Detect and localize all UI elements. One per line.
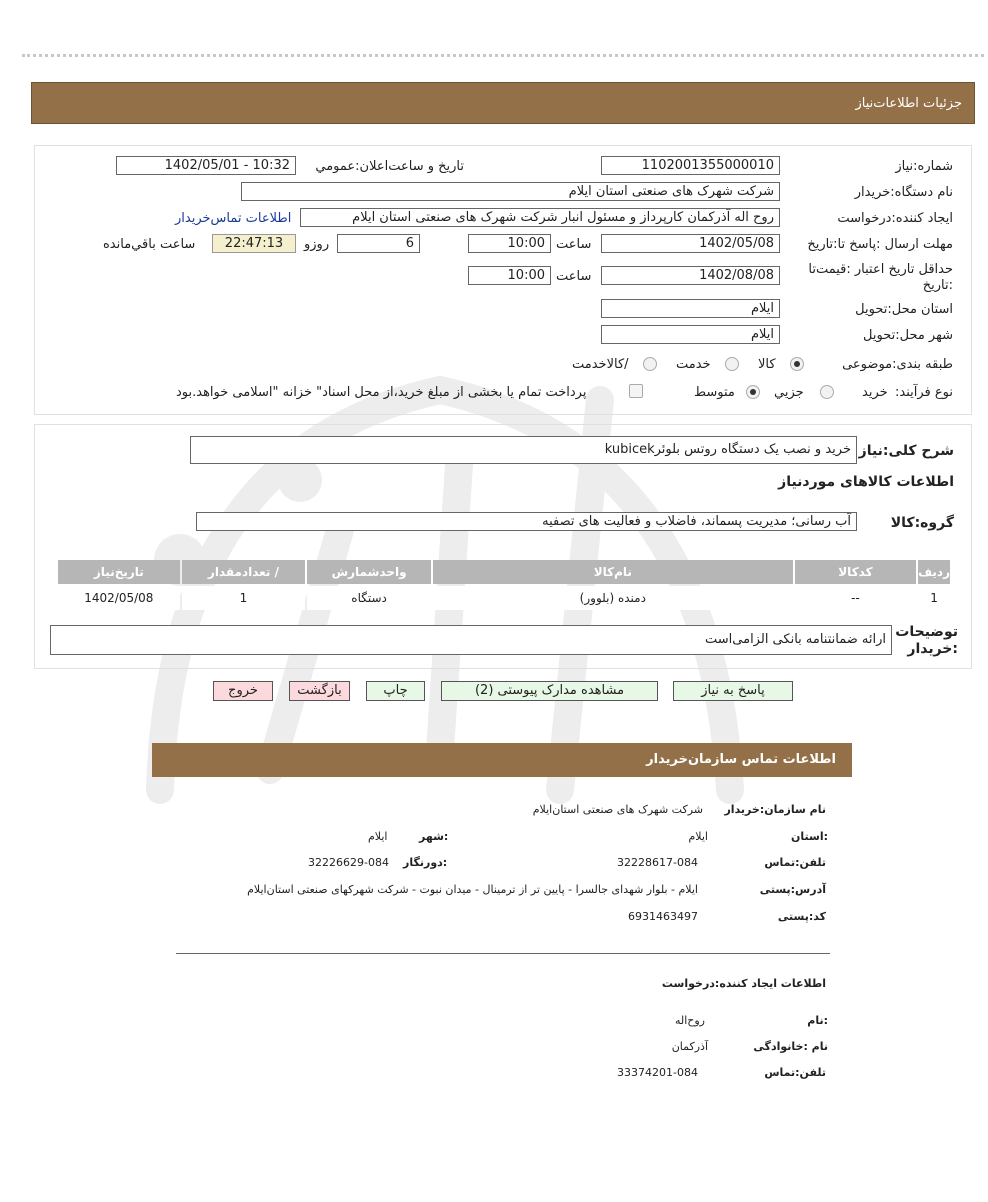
category-option-goods: کالا <box>758 357 776 372</box>
deadline-time-field: 10:00 <box>468 234 551 253</box>
validity-date-field: 1402/08/08 <box>601 266 780 285</box>
requester-family-label: نام :خانوادگی <box>753 1040 828 1053</box>
view-attachments-button[interactable]: مشاهده مدارک پیوستی (2) <box>441 681 658 701</box>
category-radio-both[interactable] <box>643 357 657 371</box>
col-goods-code: کدکالا <box>795 560 916 584</box>
need-summary-field: خرید و نصب یک دستگاه روتس بلوئرkubicek <box>190 436 857 464</box>
goods-group-field: آب رسانی؛ مدیریت پسماند، فاضلاب و فعالیت های تصفیه <box>196 512 857 531</box>
org-province-value: ایلام <box>688 830 708 843</box>
page-title: جزئیات اطلاعات‌نیاز <box>855 96 962 111</box>
validity-time-field: 10:00 <box>468 266 551 285</box>
org-phone-label: تلفن:تماس <box>764 856 826 869</box>
buyer-org-field: شرکت شهرک های صنعتی استان ایلام <box>241 182 780 201</box>
org-city-value: ایلام <box>368 830 388 843</box>
col-quantity: / تعدادمقدار <box>182 560 306 584</box>
category-radio-service[interactable] <box>725 357 739 371</box>
cell-row-number: 1 <box>918 586 950 610</box>
top-divider <box>22 54 984 57</box>
table-row <box>58 586 950 610</box>
validity-label: حداقل تاریخ اعتبار :قیمت‌تا :تاریخ <box>808 262 953 293</box>
category-label: طبقه بندی:موضوعی <box>842 357 953 372</box>
org-postal-value: 6931463497 <box>628 910 698 923</box>
reply-button[interactable]: پاسخ به نیاز <box>673 681 793 701</box>
province-label: استان محل:تحویل <box>855 302 953 317</box>
cell-goods-code: -- <box>795 586 916 610</box>
org-name-label: نام سازمان:خریدار <box>724 803 826 816</box>
deadline-label: مهلت ارسال :پاسخ تا:تاریخ <box>807 237 953 252</box>
org-province-label: :استان <box>791 830 828 843</box>
remaining-time: 22:47:13 <box>212 234 296 253</box>
need-number-field: 1102001355000010 <box>601 156 780 175</box>
cell-goods-name: دمنده (بلوور) <box>433 586 793 610</box>
city-label: شهر محل:تحویل <box>863 328 953 343</box>
org-contact-header <box>152 743 852 777</box>
page-header <box>31 82 975 124</box>
buyer-contact-link[interactable]: اطلاعات تماس‌خریدار <box>175 211 292 226</box>
org-address-value: ایلام - بلوار شهدای جالسرا - پایین تر از ترمینال - میدان نبوت - شرکت شهرکهای صنعتی استان‌ایلام <box>247 883 698 896</box>
col-goods-name: نام‌کالا <box>433 560 793 584</box>
validity-time-label: ساعت <box>556 269 592 284</box>
org-phone-value: 32228617-084 <box>617 856 698 869</box>
cell-quantity: 1 <box>182 586 306 610</box>
remaining-label: ساعت باقي‌مانده <box>103 237 196 252</box>
requester-name-value: روح‌اله <box>674 1014 705 1027</box>
process-radio-minor[interactable] <box>820 385 834 399</box>
goods-table <box>56 558 952 612</box>
back-button[interactable]: بازگشت <box>289 681 350 701</box>
buyer-org-label: نام دستگاه:خریدار <box>854 185 953 200</box>
col-unit: واحدشمارش <box>307 560 431 584</box>
org-city-label: :شهر <box>419 830 449 843</box>
process-option-medium: متوسط <box>694 385 735 400</box>
creator-field: روح اله آذرکمان کارپرداز و مسئول انبار شرکت شهرک های صنعتی استان ایلام <box>300 208 780 227</box>
deadline-time-label: ساعت <box>556 237 592 252</box>
process-radio-medium[interactable] <box>746 385 760 399</box>
org-contact-title: اطلاعات تماس سازمان‌خریدار <box>646 752 836 767</box>
buyer-notes-field: ارائه ضمانتنامه بانکی الزامی‌است <box>50 625 892 655</box>
goods-info-title: اطلاعات کالاهای موردنیاز <box>778 474 954 490</box>
process-option-purchase: خرید <box>862 385 888 400</box>
announce-field: 1402/05/01 - 10:32 <box>116 156 296 175</box>
buyer-notes-label: توضیحات :خریدار <box>895 624 958 657</box>
category-option-service: خدمت <box>676 357 711 372</box>
announce-label: تاریخ و ساعت‌اعلان:عمومي <box>315 159 464 174</box>
requester-title: اطلاعات ایجاد کننده:درخواست <box>661 977 826 990</box>
creator-label: ایجاد کننده:درخواست <box>837 211 953 226</box>
col-row-number: ردیف <box>918 560 950 584</box>
treasury-payment-checkbox[interactable] <box>629 384 643 398</box>
requester-name-label: :نام <box>807 1014 828 1027</box>
process-option-minor: جزیي <box>774 385 804 400</box>
requester-phone-value: 33374201-084 <box>617 1066 698 1079</box>
goods-group-label: گروه:کالا <box>890 515 954 531</box>
org-fax-label: :دورنگار <box>403 856 448 869</box>
need-number-label: شماره:نیاز <box>895 159 953 174</box>
requester-family-value: آذرکمان <box>671 1040 708 1053</box>
category-radio-goods[interactable] <box>790 357 804 371</box>
org-address-label: آدرس:پستی <box>759 883 826 896</box>
org-name-value: شرکت شهرک های صنعتی استان‌ایلام <box>532 803 703 816</box>
treasury-payment-note: پرداخت تمام یا بخشی از مبلغ خرید،از محل اسناد" خزانه "اسلامی خواهد.بود <box>176 385 587 400</box>
category-option-both: /کالاخدمت <box>572 357 629 372</box>
cell-need-date: 1402/05/08 <box>58 586 180 610</box>
city-field: ایلام <box>601 325 780 344</box>
col-need-date: تاریخ‌نیاز <box>58 560 180 584</box>
org-postal-label: کد:پستی <box>777 910 826 923</box>
requester-phone-label: تلفن:تماس <box>764 1066 826 1079</box>
org-fax-value: 32226629-084 <box>308 856 389 869</box>
days-field: 6 <box>337 234 420 253</box>
print-button[interactable]: چاپ <box>366 681 425 701</box>
cell-unit: دستگاه <box>307 586 431 610</box>
deadline-date-field: 1402/05/08 <box>601 234 780 253</box>
process-label: نوع فرآیند: <box>895 385 953 400</box>
days-label: روزو <box>304 237 330 252</box>
need-summary-label: شرح کلی:نیاز <box>858 443 954 459</box>
province-field: ایلام <box>601 299 780 318</box>
exit-button[interactable]: خروج <box>213 681 273 701</box>
section-divider <box>176 953 830 954</box>
